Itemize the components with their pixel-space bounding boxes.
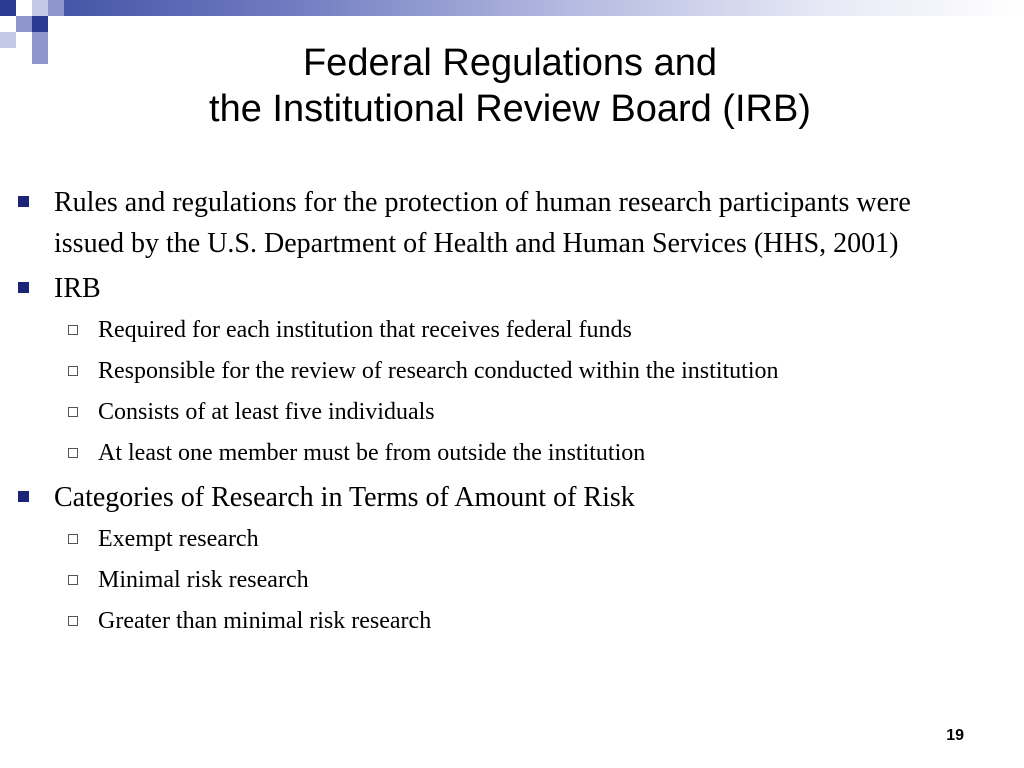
- hollow-square-bullet-icon: [68, 325, 78, 335]
- bullet-item: [0, 268, 924, 309]
- sub-bullet-item: [0, 354, 938, 388]
- hollow-square-bullet-icon: [68, 575, 78, 585]
- decor-square-icon: [32, 32, 48, 48]
- sub-bullet-item: [0, 522, 938, 556]
- sub-bullet-text: Minimal risk research: [98, 567, 309, 593]
- slide-body: [0, 182, 1024, 645]
- decor-square-icon: [0, 0, 16, 16]
- sub-bullet-item: [0, 563, 938, 597]
- bullet-item: [0, 182, 924, 264]
- hollow-square-bullet-icon: [68, 407, 78, 417]
- decor-square-icon: [48, 16, 64, 32]
- sub-bullet-item: [0, 604, 938, 638]
- sub-bullet-item: [0, 436, 938, 470]
- sub-bullet-text: Required for each institution that receives federal funds: [98, 317, 632, 343]
- filled-square-bullet-icon: [18, 196, 29, 207]
- sub-bullet-item: [0, 313, 938, 347]
- hollow-square-bullet-icon: [68, 366, 78, 376]
- sub-bullet-item: [0, 395, 938, 429]
- hollow-square-bullet-icon: [68, 448, 78, 458]
- decor-square-icon: [0, 32, 16, 48]
- slide-title-line-1: Federal Regulations and: [302, 42, 718, 84]
- decor-square-icon: [16, 16, 32, 32]
- decor-square-icon: [0, 16, 16, 32]
- filled-square-bullet-icon: [18, 491, 29, 502]
- decor-square-icon: [16, 0, 32, 16]
- sub-bullet-text: Responsible for the review of research conducted within the institution: [98, 358, 779, 384]
- sub-bullet-text: Exempt research: [98, 526, 259, 552]
- decor-square-icon: [48, 0, 64, 16]
- hollow-square-bullet-icon: [68, 534, 78, 544]
- filled-square-bullet-icon: [18, 282, 29, 293]
- slide-title: [100, 40, 920, 132]
- bullet-item: [0, 477, 924, 518]
- sub-bullet-text: Greater than minimal risk research: [98, 608, 432, 634]
- bullet-text: Rules and regulations for the protection of human research participants were issued by the U.S. Department of Health and Human Services (HHS, 2001): [54, 187, 911, 259]
- bullet-text: IRB: [54, 273, 101, 304]
- sub-bullet-text: Consists of at least five individuals: [98, 399, 435, 425]
- decor-square-icon: [16, 32, 32, 48]
- decorative-top-band: [0, 0, 1024, 16]
- hollow-square-bullet-icon: [68, 616, 78, 626]
- bullet-text: Categories of Research in Terms of Amount of Risk: [54, 482, 635, 513]
- decor-square-icon: [32, 48, 48, 64]
- slide-title-line-2: the Institutional Review Board (IRB): [209, 88, 811, 130]
- sub-bullet-text: At least one member must be from outside the institution: [98, 440, 646, 466]
- page-number: 19: [946, 727, 964, 744]
- decor-square-icon: [32, 16, 48, 32]
- decor-square-icon: [32, 0, 48, 16]
